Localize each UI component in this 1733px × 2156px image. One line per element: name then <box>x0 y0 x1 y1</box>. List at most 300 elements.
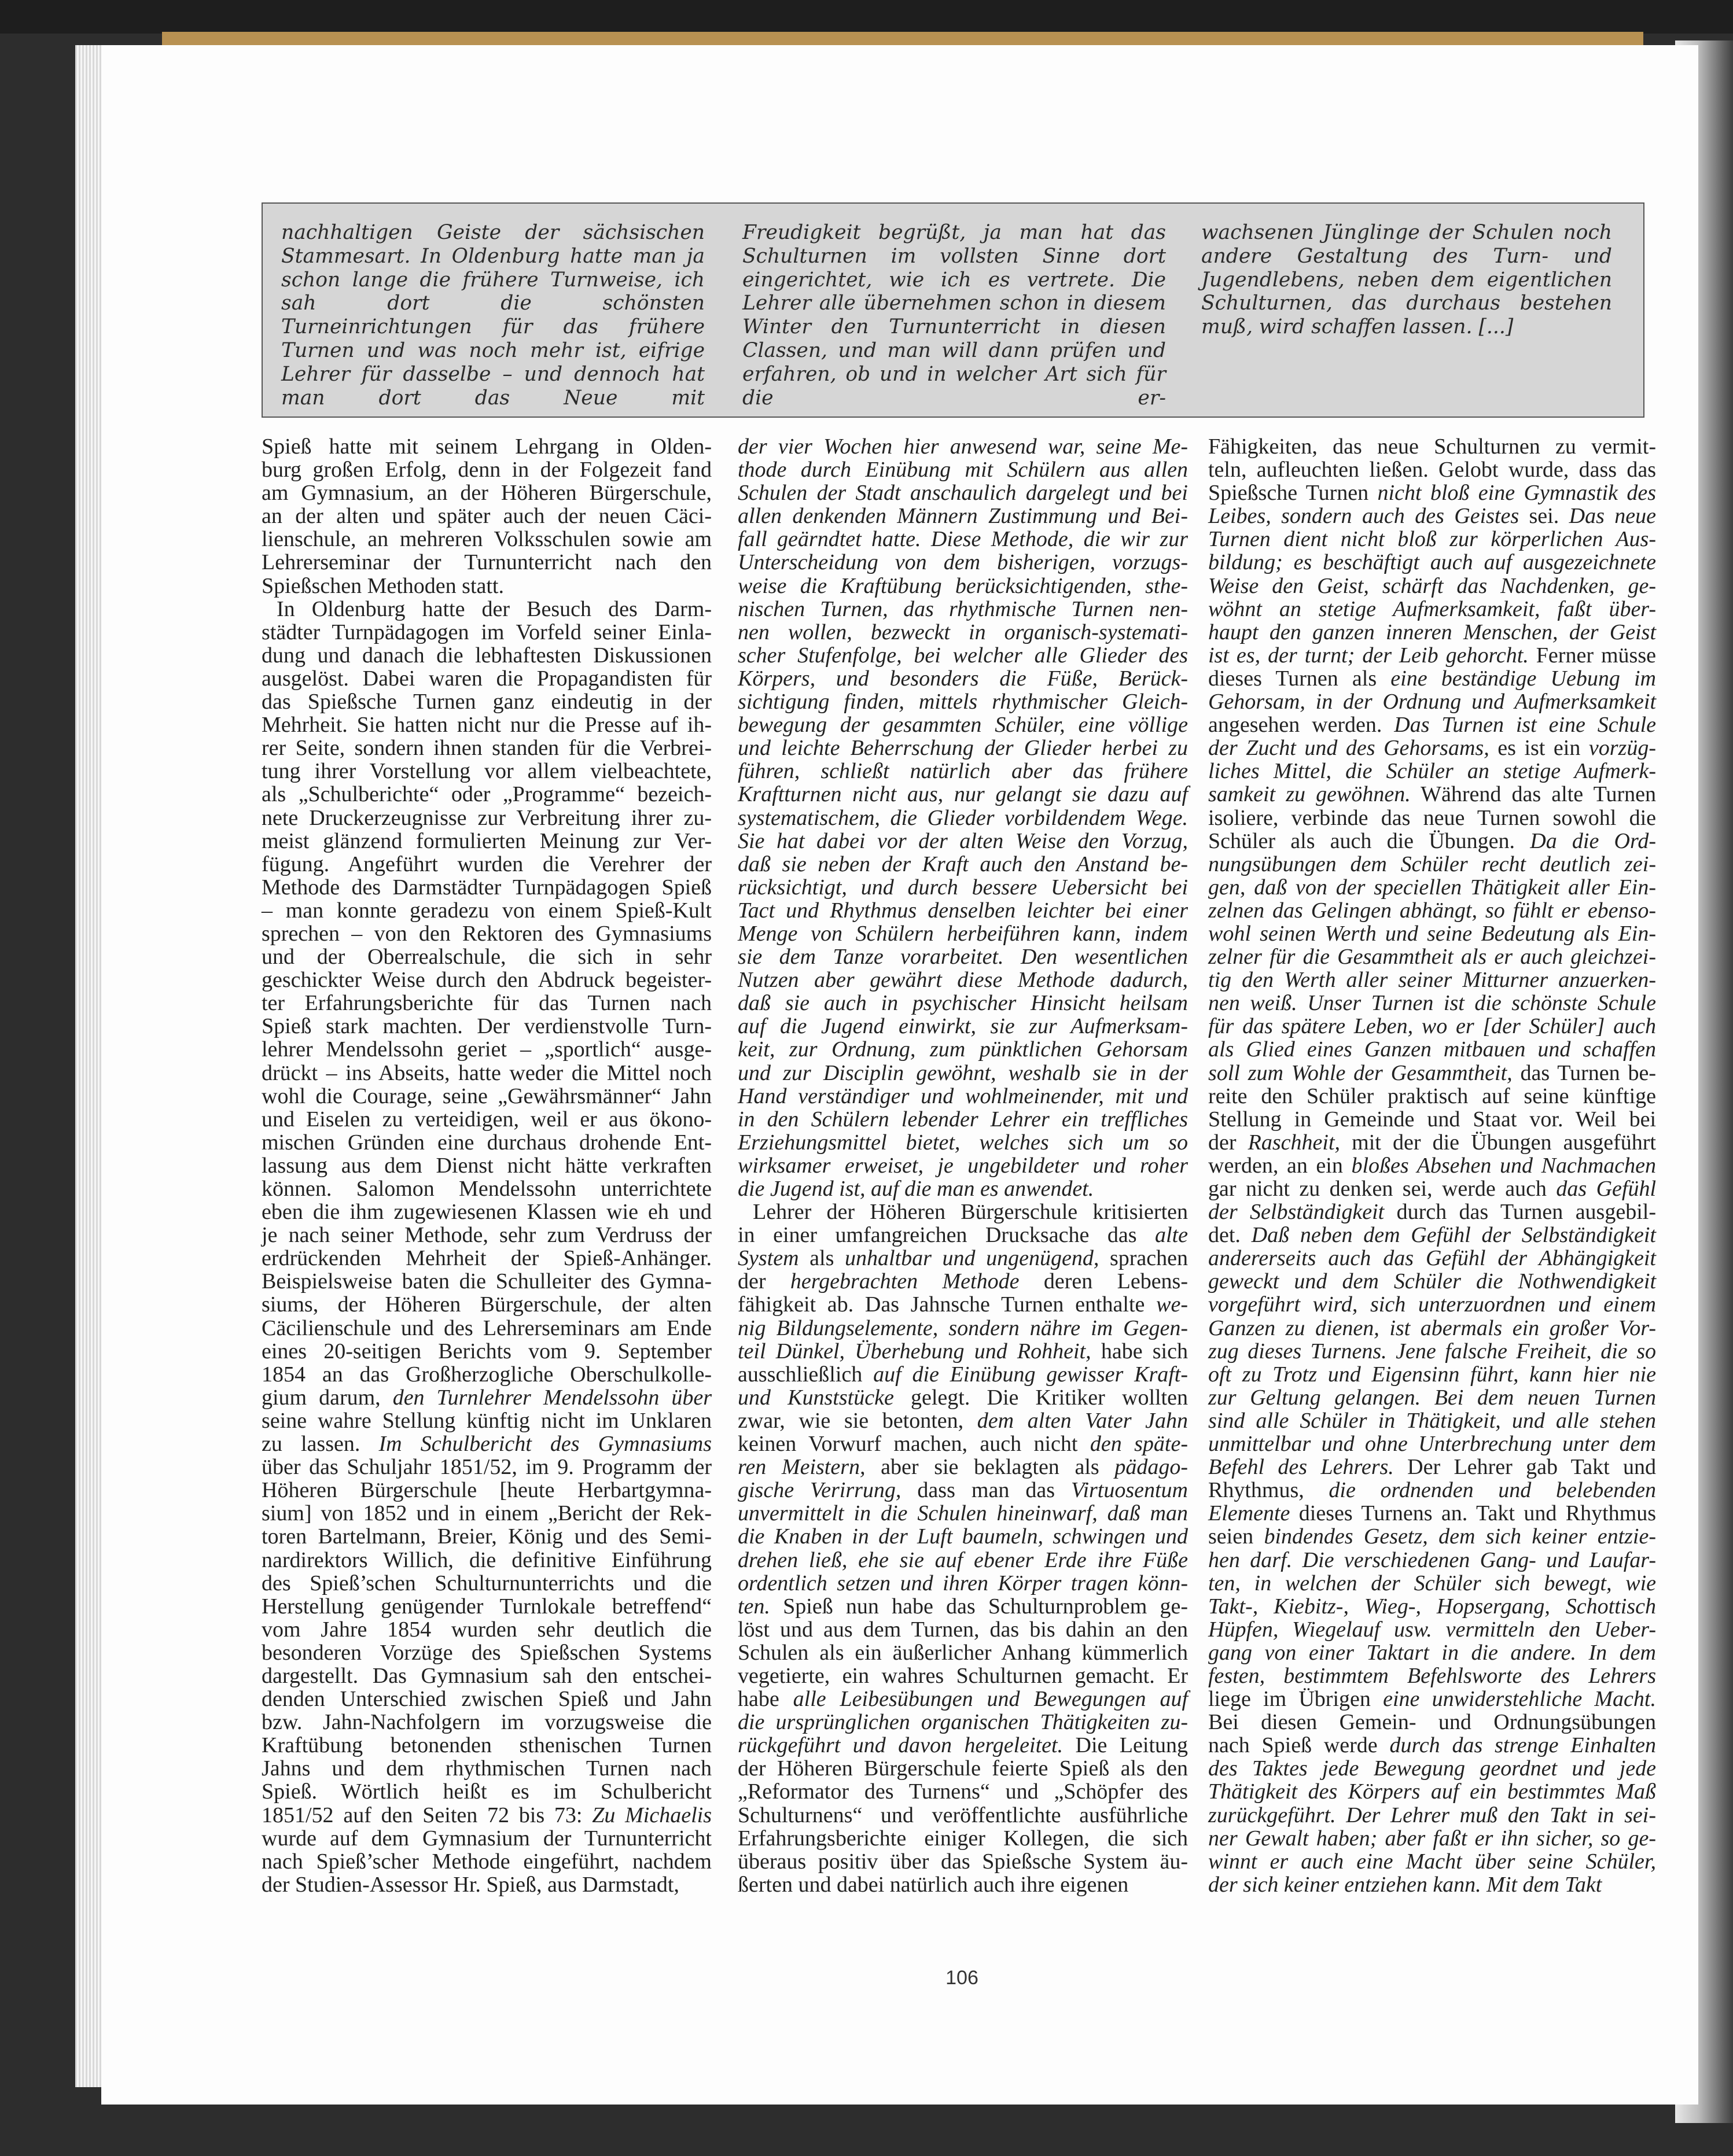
text-line <box>738 621 1188 644</box>
body-text: tung ihrer Vorstellung vor allem vielbeachtete, <box>262 759 712 784</box>
italic-quote-text: Gehorsam, in der Ordnung und Aufmerksamkeit <box>1208 690 1656 714</box>
italic-quote-text: vorgeführt wird, sich unterzuordnen und einem <box>1208 1292 1656 1317</box>
text-line <box>1208 1479 1656 1502</box>
italic-quote-text: bindendes Gesetz, dem sich keiner entzie- <box>1264 1524 1656 1549</box>
text-line <box>738 1015 1188 1038</box>
italic-quote-text: nen wollen, bezweckt in organisch-systemati- <box>738 620 1188 644</box>
body-text: Schulen als ein äußerlicher Anhang kümmerlich <box>738 1640 1188 1665</box>
body-text: zwar, wie sie betonten, <box>738 1408 977 1433</box>
text-line <box>262 1409 712 1432</box>
text-line <box>1208 1386 1656 1409</box>
text-line <box>738 528 1188 551</box>
body-text: in einer umfangreichen Drucksache das <box>738 1223 1156 1248</box>
text-line <box>1208 1409 1656 1432</box>
text-line <box>262 783 712 806</box>
body-text: Methode des Darmstädter Turnpädagogen Spieß <box>262 875 712 900</box>
body-text: vom Jahre 1854 wurden sehr deutlich die <box>262 1617 712 1642</box>
text-line <box>738 1804 1188 1827</box>
italic-quote-text: und leichte Beherrschung der Glieder herbei zu <box>738 736 1188 761</box>
italic-quote-text: unmittelbar und ohne Unterbrechung unter dem <box>1208 1432 1656 1457</box>
text-line <box>738 1177 1188 1200</box>
text-line <box>1208 1177 1656 1200</box>
body-text: am Gymnasium, an der Höheren Bürgerschule, <box>262 481 712 506</box>
text-line <box>262 1247 712 1270</box>
text-line <box>262 1340 712 1363</box>
text-line <box>1208 899 1656 922</box>
italic-quote-text: Sie hat dabei vor der alten Weise den Vorzug, <box>738 828 1188 853</box>
text-line <box>738 1734 1188 1757</box>
text-line <box>738 458 1188 481</box>
italic-quote-text: winnt er auch eine Macht über seine Schüler, <box>1208 1849 1656 1874</box>
body-text: löst und aus dem Turnen, das bis dahin an den <box>738 1617 1188 1642</box>
italic-quote-text: Das neue <box>1569 504 1656 529</box>
italic-quote-text: ordentlich setzen und ihren Körper tragen könn- <box>738 1571 1188 1595</box>
text-line <box>1208 621 1656 644</box>
body-text: wohl die Courage, seine „Gewährsmänner“ Jahn <box>262 1083 712 1108</box>
text-line <box>738 1200 1188 1223</box>
text-line <box>262 760 712 783</box>
italic-quote-text: unhaltbar und ungenügend, <box>844 1246 1099 1271</box>
text-line <box>262 1757 712 1780</box>
italic-quote-text: alle Leibesübungen und Bewegungen auf <box>793 1687 1189 1712</box>
text-line <box>1208 1131 1656 1154</box>
italic-quote-text: unvermittelt in die Schulen hineinwarf, daß man <box>738 1501 1188 1526</box>
text-line <box>262 1363 712 1386</box>
body-text: Höheren Bürgerschule [heute Herbartgymna- <box>262 1478 712 1503</box>
body-text: Während das alte Turnen <box>1410 782 1656 807</box>
italic-quote-text: Menge von Schülern herbeiführen kann, indem <box>738 921 1188 946</box>
body-text: 1854 an das Großherzogliche Oberschulkolle- <box>262 1362 712 1387</box>
text-line <box>1208 992 1656 1015</box>
text-line <box>262 1317 712 1340</box>
body-text: sei. <box>1519 504 1569 529</box>
text-line <box>738 435 1188 458</box>
text-line <box>262 1432 712 1455</box>
text-line <box>262 1595 712 1618</box>
text-line <box>738 1386 1188 1409</box>
body-text: keinen Vorwurf machen, auch nicht <box>738 1432 1090 1457</box>
text-line <box>738 736 1188 760</box>
italic-quote-text: nungsübungen dem Schüler recht deutlich zei- <box>1208 852 1656 876</box>
text-line <box>1208 1363 1656 1386</box>
italic-quote-text: hergebrachten Methode <box>790 1269 1020 1294</box>
text-line <box>738 1850 1188 1873</box>
text-line <box>1208 1595 1656 1618</box>
text-line <box>738 1687 1188 1711</box>
text-line <box>262 551 712 574</box>
body-text: dargestellt. Das Gymnasium sah den entschei- <box>262 1663 712 1688</box>
text-line <box>262 1618 712 1641</box>
text-line <box>1208 1317 1656 1340</box>
italic-quote-text: und Kunststücke <box>738 1385 894 1410</box>
body-text: deren Lebens- <box>1019 1269 1188 1294</box>
text-line <box>738 598 1188 621</box>
italic-quote-text: samkeit zu gewöhnen. <box>1208 782 1411 807</box>
italic-quote-text: scher Stufenfolge, bei welcher alle Glieder des <box>738 643 1188 668</box>
body-column-3 <box>1208 435 1656 1896</box>
italic-quote-text: den Turnlehrer Mendelssohn über <box>392 1385 712 1410</box>
italic-quote-text: andererseits auch das Gefühl der Abhängigkeit <box>1208 1246 1656 1271</box>
body-text: und Eiselen zu verteidigen, weil er aus ökono- <box>262 1107 712 1132</box>
text-line <box>1208 1293 1656 1316</box>
body-text: Der Lehrer gab Takt und <box>1393 1455 1656 1480</box>
body-text: Stellung in Gemeinde und Staat vor. Weil bei <box>1208 1107 1656 1132</box>
body-text: Jahns und dem rhythmischen Turnen nach <box>262 1756 712 1781</box>
body-text: siums, der Höheren Bürgerschule, der alten <box>262 1292 712 1317</box>
body-text: reite den Schüler praktisch auf seine künftige <box>1208 1083 1656 1108</box>
italic-quote-text: sind alle Schüler in Thätigkeit, und alle stehen <box>1208 1408 1656 1433</box>
italic-quote-text: und zur Disciplin gewöhnt, weshalb sie in der <box>738 1060 1188 1085</box>
italic-quote-text: Hüpfen, Wiegelauf usw. vermitteln den Ueber- <box>1208 1617 1656 1642</box>
italic-quote-text: in den Schülern lebender Lehrer ein treffliches <box>738 1107 1188 1132</box>
text-line <box>1208 1455 1656 1479</box>
italic-quote-text: teil Dünkel, Überhebung und Rohheit, <box>738 1339 1091 1363</box>
body-text: sprechen – von den Rektoren des Gymnasiums <box>262 921 712 946</box>
body-text: Fähigkeiten, das neue Schulturnen zu vermit- <box>1208 434 1656 459</box>
italic-quote-text: systematischem, die Glieder vorbildendem Wege. <box>738 805 1188 830</box>
text-line <box>1208 945 1656 968</box>
body-text: das Spießsche Turnen ganz eindeutig in der <box>262 690 712 714</box>
text-line <box>262 1502 712 1525</box>
text-line <box>262 1223 712 1247</box>
text-line <box>1208 876 1656 899</box>
italic-quote-text: Hand verständiger und wohlmeinender, mit und <box>738 1083 1188 1108</box>
body-text: eines 20-seitigen Berichts vom 9. September <box>262 1339 712 1363</box>
body-text: liege im Übrigen <box>1208 1687 1384 1712</box>
body-text: Spieß stark machten. Der verdienstvolle Turn- <box>262 1014 712 1039</box>
italic-quote-text: daß sie auch in psychischer Hinsicht heilsam <box>738 991 1188 1016</box>
italic-quote-text: vorzüg- <box>1588 736 1657 761</box>
text-line <box>262 876 712 899</box>
italic-quote-text: die ordnenden und belebenden <box>1329 1478 1656 1503</box>
body-text: sprachen <box>1099 1246 1188 1271</box>
text-line <box>738 1827 1188 1850</box>
body-text: das Turnen be- <box>1512 1060 1657 1085</box>
italic-quote-text: dem alten Vater Jahn <box>977 1408 1188 1433</box>
text-line <box>1208 435 1656 458</box>
body-text: ßerten und dabei natürlich auch ihre eigenen <box>738 1872 1129 1897</box>
italic-quote-text: wirksamer erweiset, je ungebildeter und roher <box>738 1153 1188 1178</box>
body-text: meist glänzend formulierten Meinung zur Ver- <box>262 828 712 853</box>
italic-quote-text: we- <box>1156 1292 1188 1317</box>
text-line <box>738 644 1188 667</box>
italic-quote-text: drehen ließ, ehe sie auf ebener Erde ihre Füße <box>738 1547 1188 1572</box>
text-line <box>738 1108 1188 1131</box>
italic-quote-text: rücksichtigt, und durch bessere Uebersicht bei <box>738 875 1188 900</box>
text-line <box>1208 598 1656 621</box>
text-line <box>1208 1804 1656 1827</box>
body-text: der <box>1208 1130 1248 1155</box>
italic-quote-text: festen, bestimmtem Befehlsworte des Lehrers <box>1208 1663 1656 1688</box>
text-line <box>1208 1687 1656 1711</box>
text-line <box>738 945 1188 968</box>
italic-quote-text: haupt den ganzen inneren Menschen, der Geist <box>1208 620 1656 644</box>
italic-quote-text: der Zucht und des Gehorsams, <box>1208 736 1489 761</box>
text-line <box>1208 1664 1656 1687</box>
text-line <box>738 1618 1188 1641</box>
body-text: fügung. Angeführt wurden die Verehrer der <box>262 852 712 876</box>
body-text: dung und danach die lebhaftesten Diskussionen <box>262 643 712 668</box>
italic-quote-text: ist es, der turnt; der Leib gehorcht. <box>1208 643 1529 668</box>
text-line <box>738 968 1188 992</box>
book-cover-top <box>0 0 1733 34</box>
body-text: fähigkeit ab. Das Jahnsche Turnen enthalte <box>738 1292 1157 1317</box>
body-text: Die Leitung <box>1063 1733 1189 1758</box>
text-line <box>738 760 1188 783</box>
text-line <box>262 830 712 853</box>
text-line <box>1208 1525 1656 1548</box>
italic-quote-text: eine unwiderstehliche Macht. <box>1383 1687 1656 1712</box>
body-text: nach Spieß’scher Methode eingeführt, nachdem <box>262 1849 712 1874</box>
body-text: der <box>738 1269 790 1294</box>
text-line <box>262 435 712 458</box>
body-text: det. <box>1208 1223 1252 1248</box>
text-line <box>262 1386 712 1409</box>
text-line <box>738 1757 1188 1780</box>
italic-quote-text: den späte- <box>1090 1432 1188 1457</box>
text-line <box>738 1432 1188 1455</box>
italic-quote-text: sichtigung finden, mittels rhythmischer Gleich- <box>738 690 1188 714</box>
body-text: Spieß. Wörtlich heißt es im Schulbericht <box>262 1779 712 1804</box>
text-line <box>262 968 712 992</box>
italic-quote-text: als Glied eines Ganzen mitbauen und schaffen <box>1208 1037 1656 1062</box>
italic-quote-text: wohl seinen Werth und seine Bedeutung als Ein- <box>1208 921 1656 946</box>
body-text: Kraftübung betonenden sthenischen Turnen <box>262 1733 712 1758</box>
text-line <box>262 574 712 598</box>
text-line <box>262 1062 712 1085</box>
italic-quote-text: nischen Turnen, das rhythmische Turnen nen- <box>738 596 1188 621</box>
text-line <box>262 1131 712 1154</box>
text-line <box>1208 574 1656 598</box>
text-line <box>1208 458 1656 481</box>
body-text: nardirektors Willich, die definitive Einführung <box>262 1547 712 1572</box>
text-line <box>262 1827 712 1850</box>
text-line <box>262 1850 712 1873</box>
text-line <box>738 1595 1188 1618</box>
italic-quote-text: zug dieses Turnens. Jene falsche Freiheit, die so <box>1208 1339 1656 1363</box>
body-text: Lehrerseminar der Turnunterricht nach den <box>262 550 712 575</box>
text-line <box>1208 1549 1656 1572</box>
text-line <box>738 690 1188 713</box>
text-line <box>1208 1108 1656 1131</box>
text-line <box>1208 1062 1656 1085</box>
body-text: können. Salomon Mendelssohn unterrichtete <box>262 1177 712 1201</box>
text-line <box>738 1317 1188 1340</box>
body-text: städter Turnpädagogen im Vorfeld seiner Einla- <box>262 620 712 644</box>
body-text: durch das Turnen ausgebil- <box>1384 1200 1656 1225</box>
italic-quote-text: wöhnt an stetige Aufmerksamkeit, faßt über- <box>1208 596 1656 621</box>
body-text: nach Spieß werde <box>1208 1733 1390 1758</box>
body-text: bzw. Jahn-Nachfolgern im vorzugsweise die <box>262 1710 712 1735</box>
text-line <box>262 1015 712 1038</box>
body-text: werden, an ein <box>1208 1153 1352 1178</box>
italic-quote-text: Erziehungsmittel bietet, welches sich um so <box>738 1130 1188 1155</box>
body-text: gar nicht zu denken sei, werde auch <box>1208 1177 1557 1201</box>
text-line <box>738 1873 1188 1896</box>
text-line <box>738 1270 1188 1293</box>
text-line <box>1208 806 1656 830</box>
text-line <box>1208 1572 1656 1595</box>
text-line <box>1208 1154 1656 1177</box>
text-line <box>262 1038 712 1061</box>
body-text: teln, aufleuchten ließen. Gelobt wurde, dass das <box>1208 458 1656 482</box>
body-text: 1851/52 auf den Seiten 72 bis 73: <box>262 1803 593 1827</box>
quote-column-3: wachsenen Jünglinge der Schulen noch andere Gestaltung des Turn- und Jugendlebens, neben dem eigentlichen Schulturnen, das durchaus bestehen muß, wird schaffen lassen. [...] <box>1201 221 1612 339</box>
body-text: gium darum, <box>262 1385 393 1410</box>
text-line <box>1208 551 1656 574</box>
italic-quote-text: Turnen dient nicht bloß zur körperlichen Aus- <box>1208 527 1656 552</box>
text-line <box>262 1525 712 1548</box>
italic-quote-text: sie dem Tanze vorarbeitet. Den wesentlichen <box>738 945 1188 970</box>
text-line <box>262 1734 712 1757</box>
body-text: überaus positiv über das Spießsche System äu- <box>738 1849 1188 1874</box>
italic-quote-text: nen weiß. Unser Turnen ist die schönste Schule <box>1208 991 1656 1016</box>
text-line <box>262 945 712 968</box>
italic-quote-text: Schulen der Stadt anschaulich dargelegt und bei <box>738 481 1188 506</box>
text-line <box>738 1131 1188 1154</box>
body-text: lienschule, an mehreren Volksschulen sowie am <box>262 527 712 552</box>
text-line <box>262 1664 712 1687</box>
text-line <box>262 1641 712 1664</box>
text-line <box>738 830 1188 853</box>
text-line <box>262 1270 712 1293</box>
text-line <box>738 853 1188 876</box>
text-line <box>262 1873 712 1896</box>
text-line <box>262 992 712 1015</box>
text-line <box>1208 1827 1656 1850</box>
italic-quote-text: bloßes Absehen und Nachmachen <box>1351 1153 1656 1178</box>
text-line <box>262 713 712 736</box>
quote-box <box>262 202 1644 418</box>
body-text: mischen Gründen eine durchaus drohende Ent- <box>262 1130 712 1155</box>
body-text: habe sich <box>1091 1339 1188 1363</box>
body-text: Herstellung genügender Turnlokale betreffend“ <box>262 1594 712 1619</box>
text-line <box>738 1154 1188 1177</box>
body-text: In Oldenburg hatte der Besuch des Darm- <box>277 596 712 621</box>
italic-quote-text: zurückgeführt. Der Lehrer muß den Takt in sei- <box>1208 1803 1656 1827</box>
italic-quote-text: keit, zur Ordnung, zum pünktlichen Gehorsam <box>738 1037 1188 1062</box>
text-line <box>738 1711 1188 1734</box>
body-text: Spieß hatte mit seinem Lehrgang in Olden- <box>262 434 712 459</box>
italic-quote-text: für das spätere Leben, wo er [der Schüler] auch <box>1208 1014 1656 1039</box>
body-text: drückt – ins Abseits, hatte weder die Mittel noch <box>262 1060 712 1085</box>
text-line <box>738 1062 1188 1085</box>
body-text: ausgelöst. Dabei waren die Propagandisten für <box>262 666 712 691</box>
body-text: der Höheren Bürgerschule feierte Spieß als den <box>738 1756 1188 1781</box>
text-line <box>738 1502 1188 1525</box>
body-text: „Reformator des Turnens“ und „Schöpfer des <box>738 1779 1188 1804</box>
body-text: denden Unterschied zwischen Spieß und Jahn <box>262 1687 712 1712</box>
body-column-1 <box>262 435 712 1896</box>
text-line <box>738 1247 1188 1270</box>
body-text: Spießschen Methoden statt. <box>262 573 504 598</box>
body-text: eben die ihm zugewiesenen Klassen wie eh und <box>262 1200 712 1225</box>
italic-quote-text: daß sie neben der Kraft auch den Anstand be- <box>738 852 1188 876</box>
text-line <box>1208 783 1656 806</box>
text-line <box>1208 644 1656 667</box>
italic-quote-text: Nutzen aber gewährt diese Methode dadurch, <box>738 968 1188 993</box>
text-line <box>262 1780 712 1803</box>
text-line <box>1208 1247 1656 1270</box>
text-line <box>262 1108 712 1131</box>
italic-quote-text: alte <box>1155 1223 1188 1248</box>
text-line <box>1208 1085 1656 1108</box>
text-line <box>262 853 712 876</box>
italic-quote-text: bildung; es beschäftigt auch auf ausgezeichnete <box>1208 550 1656 575</box>
italic-quote-text: nig Bildungselemente, sondern nähre im Gegen- <box>738 1315 1188 1340</box>
italic-quote-text: Unterscheidung von dem bisherigen, vorzugs- <box>738 550 1188 575</box>
text-line <box>1208 690 1656 713</box>
italic-quote-text: Leibes, sondern auch des Geistes <box>1208 504 1519 529</box>
italic-quote-text: der Selbständigkeit <box>1208 1200 1385 1225</box>
text-line <box>1208 481 1656 504</box>
text-line <box>1208 1873 1656 1896</box>
text-line <box>262 1200 712 1223</box>
text-line <box>1208 1270 1656 1293</box>
body-text: habe <box>738 1687 793 1712</box>
page-number: 106 <box>945 1967 978 1989</box>
italic-quote-text: führen, schließt natürlich aber das frühere <box>738 759 1188 784</box>
body-text: Erfahrungsberichte einiger Kollegen, die sich <box>738 1826 1188 1851</box>
italic-quote-text: Virtuosentum <box>1071 1478 1188 1503</box>
italic-quote-text: pädago- <box>1114 1455 1189 1480</box>
italic-quote-text: ten, in welchen der Schüler sich bewegt, wie <box>1208 1571 1656 1595</box>
italic-quote-text: der vier Wochen hier anwesend war, seine Me- <box>738 434 1188 459</box>
italic-quote-text: liches Mittel, die Schüler an stetige Aufmerk- <box>1208 759 1656 784</box>
text-line <box>738 876 1188 899</box>
text-line <box>738 551 1188 574</box>
text-line <box>738 806 1188 830</box>
body-text: wurde auf dem Gymnasium der Turnunterricht <box>262 1826 712 1851</box>
italic-quote-text: thode durch Einübung mit Schülern aus allen <box>738 458 1188 482</box>
text-line <box>738 1525 1188 1548</box>
text-line <box>738 1363 1188 1386</box>
text-line <box>262 667 712 690</box>
text-line <box>738 1223 1188 1247</box>
text-line <box>262 528 712 551</box>
body-text: – man konnte geradezu von einem Spieß-Kult <box>262 898 712 923</box>
italic-quote-text: ten. <box>738 1594 770 1619</box>
text-line <box>738 1664 1188 1687</box>
italic-quote-text: durch das strenge Einhalten <box>1389 1733 1656 1758</box>
text-line <box>738 1340 1188 1363</box>
italic-quote-text: Da die Ord- <box>1530 828 1656 853</box>
body-text: und der Oberrealschule, die sich in sehr <box>262 945 712 970</box>
text-line <box>1208 853 1656 876</box>
text-line <box>262 736 712 760</box>
body-text: rer Seite, sondern ihnen standen für die Verbrei- <box>262 736 712 761</box>
italic-quote-text: Kraftturnen nicht aus, nur gelangt sie dazu auf <box>738 782 1188 807</box>
body-text: Lehrer der Höheren Bürgerschule kritisierten <box>753 1200 1188 1225</box>
text-line <box>1208 1711 1656 1734</box>
italic-quote-text: zelner für die Gesammtheit als er auch gleichzei- <box>1208 945 1656 970</box>
text-line <box>1208 713 1656 736</box>
italic-quote-text: eine beständige Uebung im <box>1390 666 1656 691</box>
italic-quote-text: zur Geltung gelangen. Bei dem neuen Turnen <box>1208 1385 1656 1410</box>
body-text: Cäcilienschule und des Lehrerseminars am Ende <box>262 1315 712 1340</box>
italic-quote-text: rückgeführt und davon hergeleitet. <box>738 1733 1064 1758</box>
text-line <box>738 504 1188 528</box>
italic-quote-text: auf die Einübung gewisser Kraft- <box>873 1362 1188 1387</box>
text-line <box>262 1549 712 1572</box>
text-line <box>262 1154 712 1177</box>
text-line <box>738 1038 1188 1061</box>
italic-quote-text: Tact und Rhythmus denselben leichter bei einer <box>738 898 1188 923</box>
body-text: dieses Turnens an. Takt und Rhythmus <box>1290 1501 1656 1526</box>
body-text: besonderen Vorzüge des Spießschen Systems <box>262 1640 712 1665</box>
text-line <box>1208 1780 1656 1803</box>
text-line <box>1208 1223 1656 1247</box>
